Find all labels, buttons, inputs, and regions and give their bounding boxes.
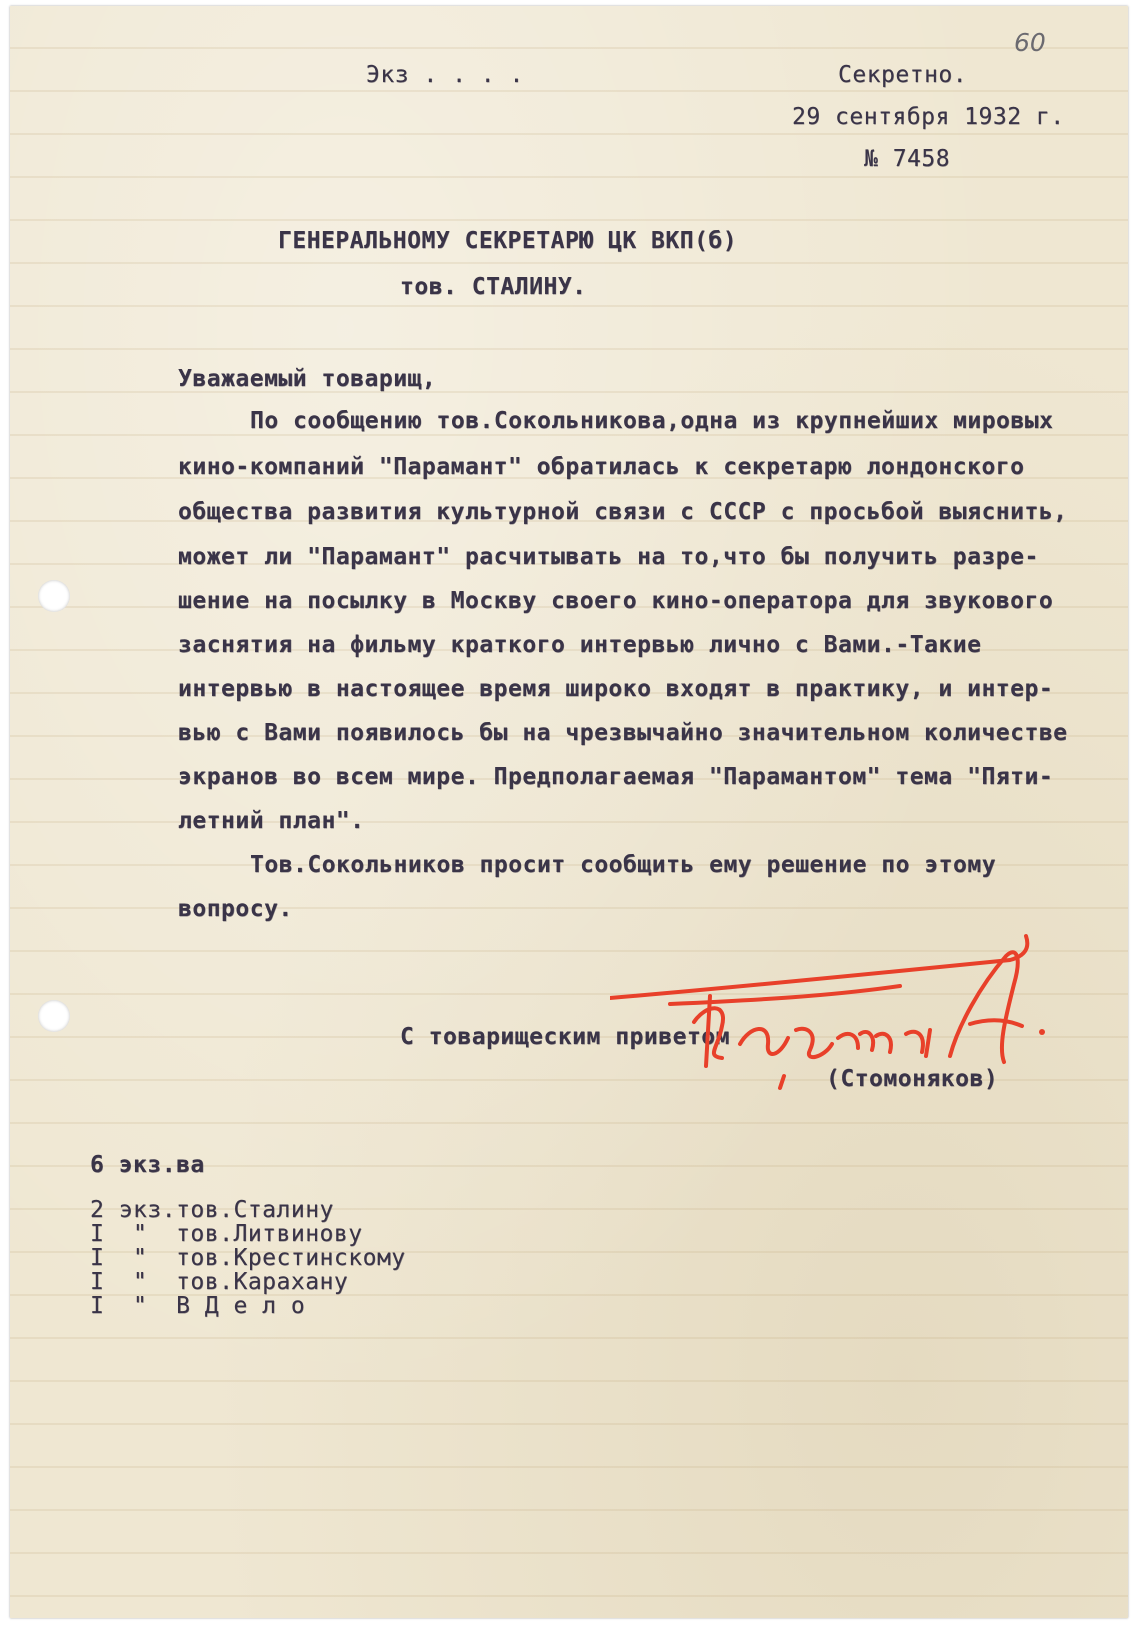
body-line: заснятия на фильму краткого интервью лично с Вами.-Такие xyxy=(178,632,982,658)
body-line: может ли "Парамант" расчитывать на то,что бы получить разре- xyxy=(178,544,1039,570)
copy-label: Экз . . . . xyxy=(366,62,524,88)
copies-total: 6 экз.ва xyxy=(90,1152,205,1178)
closing-phrase: С товарищеским приветом xyxy=(400,1024,730,1050)
body-line: общества развития культурной связи с СССР с просьбой выяснить, xyxy=(178,499,1068,525)
body-line: экранов во всем мире. Предполагаемая "Парамантом" тема "Пяти- xyxy=(178,764,1054,790)
body-line: шение на посылку в Москву своего кино-оператора для звукового xyxy=(178,588,1054,614)
closing-paragraph-line: вопросу. xyxy=(178,896,293,922)
punch-hole xyxy=(38,1000,70,1032)
closing-paragraph-line: Тов.Сокольников просит сообщить ему решение по этому xyxy=(250,852,997,878)
body-line: По сообщению тов.Сокольникова,одна из крупнейших мировых xyxy=(250,408,1054,434)
punch-hole xyxy=(38,580,70,612)
classification-mark: Секретно. xyxy=(838,62,968,88)
addressee-name: тов. СТАЛИНУ. xyxy=(400,274,587,300)
distribution-line: I " тов.Крестинскому xyxy=(90,1245,406,1271)
distribution-line: I " В Д е л о xyxy=(90,1293,306,1319)
body-line: летний план". xyxy=(178,808,365,834)
page-number: 60 xyxy=(1014,28,1046,57)
document-page xyxy=(10,6,1128,1618)
signatory-name: (Стомоняков) xyxy=(826,1066,999,1092)
distribution-line: I " тов.Литвинову xyxy=(90,1221,363,1247)
body-line: кино-компаний "Парамант" обратилась к секретарю лондонского xyxy=(178,454,1025,480)
document-date: 29 сентября 1932 г. xyxy=(792,104,1065,130)
distribution-line: I " тов.Карахану xyxy=(90,1269,349,1295)
body-line: интервью в настоящее время широко входят в практику, и интер- xyxy=(178,676,1054,702)
document-number: № 7458 xyxy=(864,146,951,172)
distribution-line: 2 экз.тов.Сталину xyxy=(90,1197,334,1223)
handwritten-signature xyxy=(610,926,1070,1096)
salutation: Уважаемый товарищ, xyxy=(178,366,437,392)
addressee-title: ГЕНЕРАЛЬНОМУ СЕКРЕТАРЮ ЦК ВКП(б) xyxy=(278,228,738,254)
body-line: вью с Вами появилось бы на чрезвычайно значительном количестве xyxy=(178,720,1068,746)
